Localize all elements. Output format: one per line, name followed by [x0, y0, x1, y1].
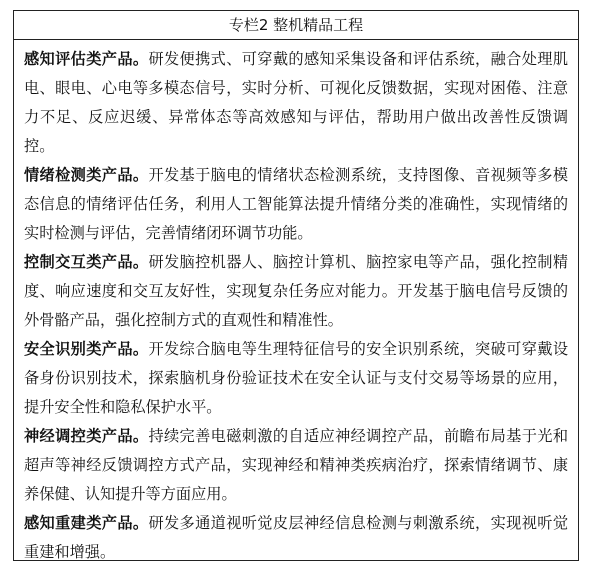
item-text: 研发多通道视听觉皮层神经信息检测与刺激系统，实现视听觉重建和增强。 [24, 514, 569, 561]
item-text: 开发基于脑电的情绪状态检测系统，支持图像、音视频等多模态信息的情绪评估任务，利用人工智能算法提升情绪分类的准确性，实现情绪的实时检测与评估，完善情绪闭环调节功能。 [24, 166, 569, 242]
item-neuromodulation [24, 422, 568, 509]
item-title: 情绪检测类产品。 [24, 166, 149, 184]
item-text: 研发脑控机器人、脑控计算机、脑控家电等产品，强化控制精度、响应速度和交互友好性，实现复杂任务应对能力。开发基于脑电信号反馈的外骨骼产品，强化控制方式的直观性和精准性。 [24, 253, 569, 329]
item-text: 开发综合脑电等生理特征信号的安全识别系统，突破可穿戴设备身份识别技术，探索脑机身份验证技术在安全认证与支付交易等场景的应用，提升安全性和隐私保护水平。 [24, 340, 569, 416]
item-perception-reconstruction [24, 509, 568, 567]
item-title: 感知重建类产品。 [24, 514, 149, 532]
item-title: 神经调控类产品。 [24, 427, 149, 445]
column-panel [13, 10, 579, 561]
panel-content [14, 40, 578, 567]
item-title: 感知评估类产品。 [24, 50, 149, 68]
panel-title: 专栏2 整机精品工程 [14, 11, 578, 40]
item-text: 持续完善电磁刺激的自适应神经调控产品，前瞻布局基于光和超声等神经反馈调控方式产品，实现神经和精神类疾病治疗，探索情绪调节、康养保健、认知提升等方面应用。 [24, 427, 569, 503]
item-control-interaction [24, 248, 568, 335]
item-emotion-detection [24, 161, 568, 248]
item-perception-evaluation [24, 45, 568, 161]
item-title: 安全识别类产品。 [24, 340, 149, 358]
item-title: 控制交互类产品。 [24, 253, 149, 271]
item-text: 研发便携式、可穿戴的感知采集设备和评估系统，融合处理肌电、眼电、心电等多模态信号，实时分析、可视化反馈数据，实现对困倦、注意力不足、反应迟缓、异常体态等高效感知与评估，帮助用户做出改善性反馈调控。 [24, 50, 569, 155]
item-security-identification [24, 335, 568, 422]
